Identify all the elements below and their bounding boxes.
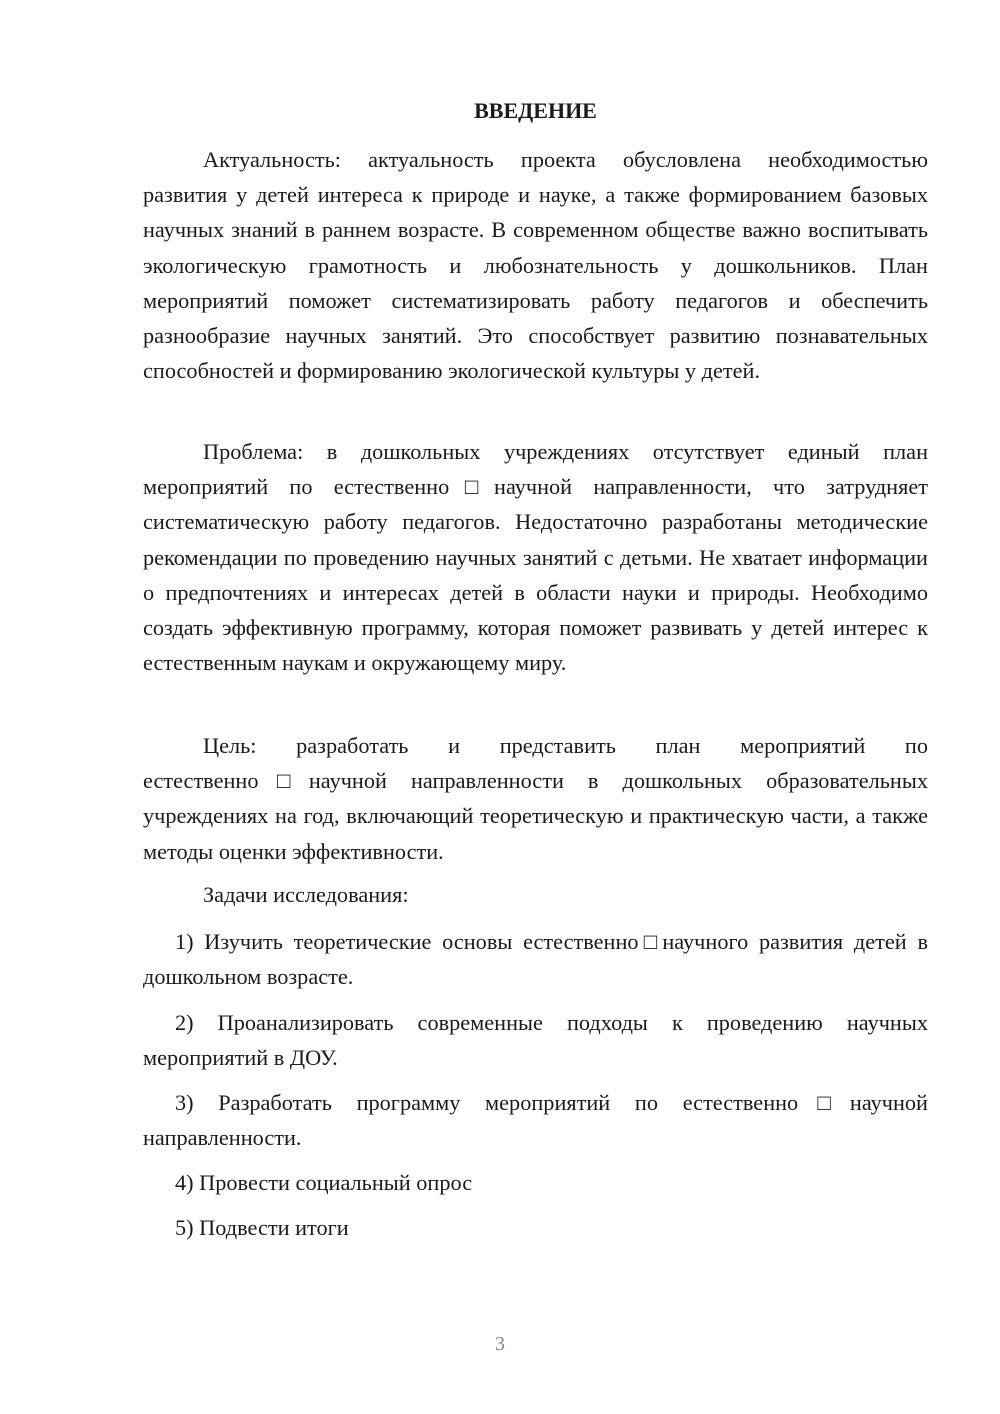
paragraph-goal: Цель: разработать и представить план мероприятий по естественно□научной направленности в дошкольных образовательных учреждениях на год, включающий теоретическую и практическую части, а также методы оценки эффективности.: [143, 733, 928, 864]
task-item-1: 1) Изучить теоретические основы естественно□научного развития детей в дошкольном возрасте.: [143, 929, 928, 990]
task-item-4: 4) Провести социальный опрос: [175, 1170, 473, 1195]
page-number: 3: [495, 1333, 505, 1355]
tasks-intro: Задачи исследования:: [203, 882, 409, 907]
paragraph-relevance: Актуальность: актуальность проекта обусловлена необходимостью развития у детей интереса к природе и науке, а также формированием базовых научных знаний в раннем возрасте. В современном обществе важно воспитывать экологическую грамотность и любознательность у дошкольников. План мероприятий поможет систематизировать работу педагогов и обеспечить разнообразие научных занятий. Это способствует развитию познавательных способностей и формированию экологической культуры у детей.: [143, 147, 928, 384]
task-item-5: 5) Подвести итоги: [175, 1215, 349, 1240]
task-item-3: 3) Разработать программу мероприятий по естественно□научной направленности.: [143, 1090, 928, 1151]
paragraph-problem: Проблема: в дошкольных учреждениях отсутствует единый план мероприятий по естественно□научной направленности, что затрудняет систематическую работу педагогов. Недостаточно разработаны методические рекомендации по проведению научных занятий с детьми. Не хватает информации о предпочтениях и интересах детей в области науки и природы. Необходимо создать эффективную программу, которая поможет развивать у детей интерес к естественным наукам и окружающему миру.: [143, 439, 928, 676]
section-heading: ВВЕДЕНИЕ: [474, 98, 597, 123]
task-item-2: 2) Проанализировать современные подходы к проведению научных мероприятий в ДОУ.: [143, 1010, 928, 1071]
